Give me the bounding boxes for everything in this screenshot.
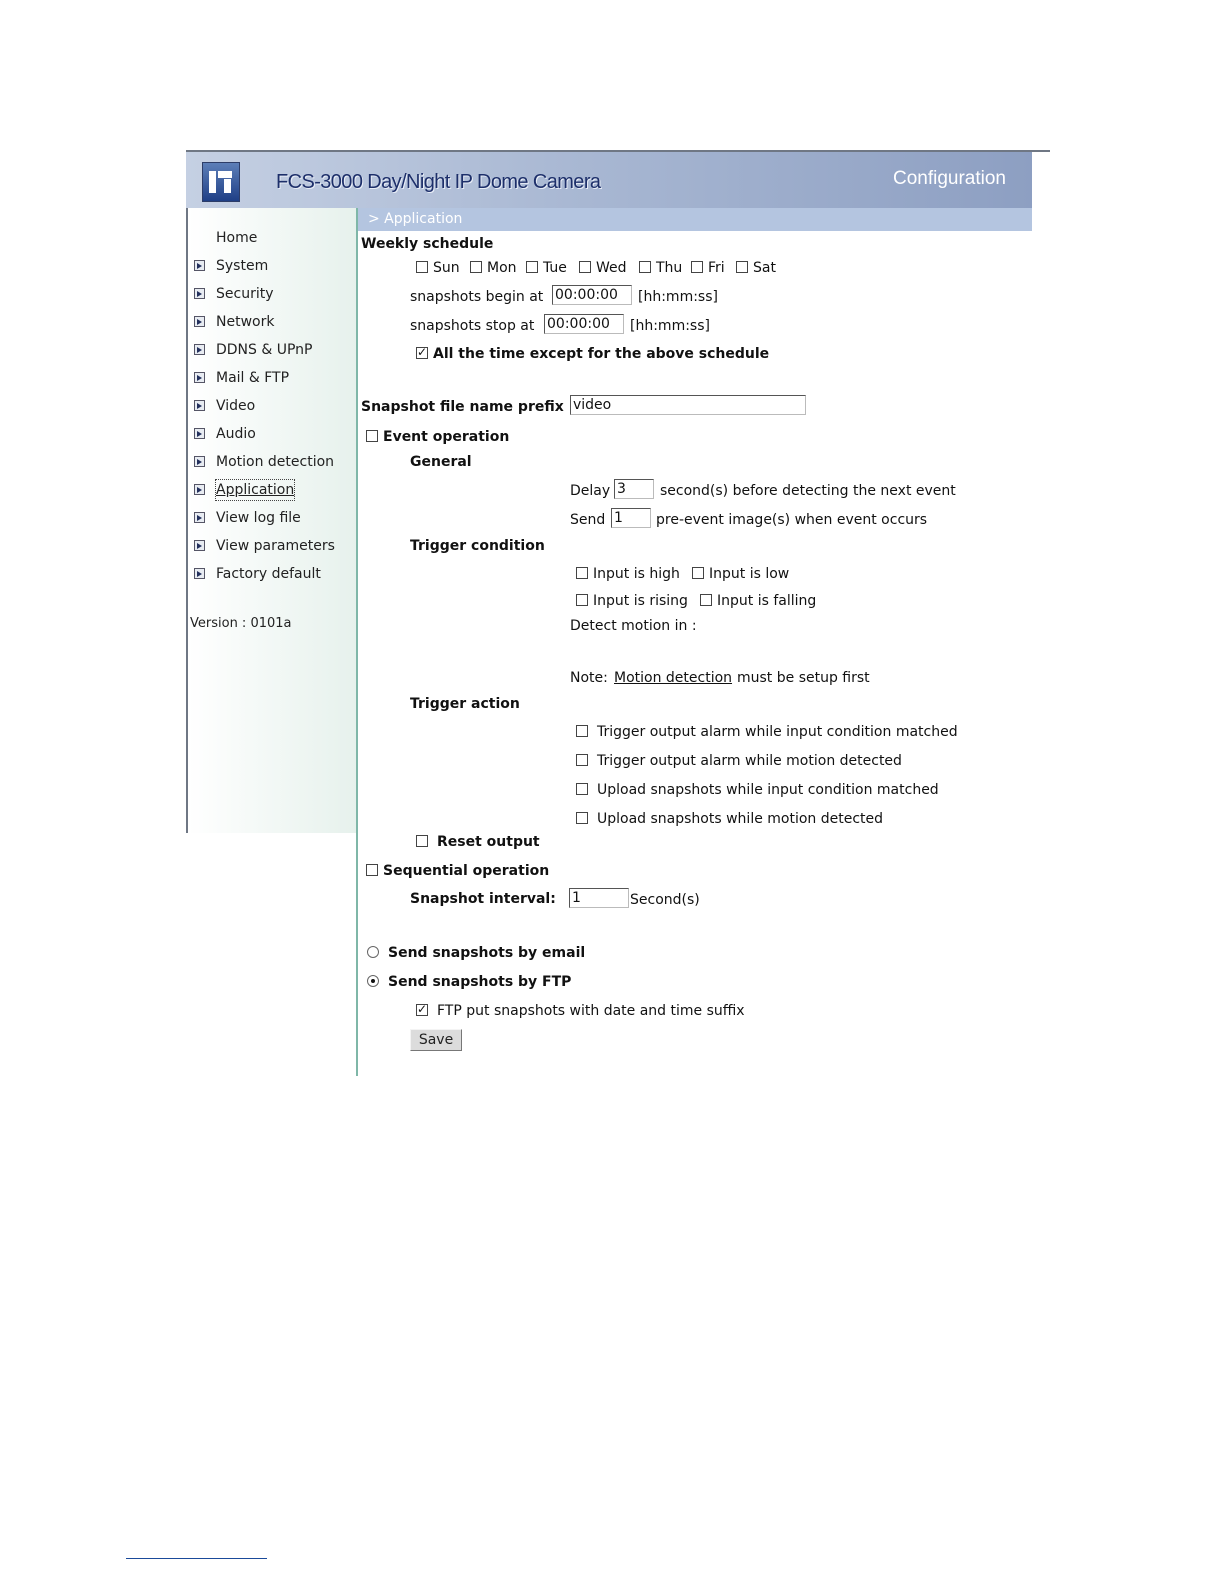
- general-heading: General: [410, 454, 472, 470]
- input-high-label: Input is high: [593, 566, 680, 582]
- day-checkbox-sun[interactable]: [416, 261, 428, 273]
- footnote-separator: [126, 1558, 267, 1559]
- arrow-right-icon: [194, 456, 205, 467]
- configuration-label: Configuration: [892, 168, 1006, 189]
- motion-detection-link[interactable]: Motion detection: [614, 670, 733, 686]
- snapshots-begin-label: snapshots begin at: [410, 289, 544, 305]
- sidebar-item-label: Motion detection: [216, 454, 335, 470]
- sidebar-item-label: View log file: [216, 510, 301, 526]
- sidebar-item-label: Audio: [216, 426, 256, 442]
- arrow-right-icon: [194, 316, 205, 327]
- sidebar-item-label: DDNS & UPnP: [216, 342, 313, 358]
- send-ftp-radio[interactable]: [367, 975, 379, 987]
- day-label-tue: Tue: [543, 260, 567, 276]
- arrow-right-icon: [194, 260, 205, 271]
- action-upload-motion-checkbox[interactable]: [576, 812, 588, 824]
- snapshot-interval-input[interactable]: [569, 888, 629, 908]
- sidebar-item-label: Application: [216, 482, 295, 498]
- delay-input[interactable]: [614, 479, 654, 499]
- sidebar-item-label: Video: [216, 398, 256, 414]
- weekly-schedule-title: Weekly schedule: [361, 236, 494, 252]
- day-checkbox-tue[interactable]: [526, 261, 538, 273]
- snapshots-stop-label: snapshots stop at: [410, 318, 535, 334]
- input-falling-label: Input is falling: [717, 593, 817, 609]
- arrow-right-icon: [194, 512, 205, 523]
- sidebar-item-label: Network: [216, 314, 275, 330]
- breadcrumb: [358, 208, 1032, 231]
- delay-suffix: second(s) before detecting the next event: [660, 483, 956, 499]
- sidebar-divider: [356, 208, 358, 1076]
- input-falling-checkbox[interactable]: [700, 594, 712, 606]
- input-high-checkbox[interactable]: [576, 567, 588, 579]
- day-label-sun: Sun: [433, 260, 460, 276]
- day-checkbox-mon[interactable]: [470, 261, 482, 273]
- snapshot-interval-unit: Second(s): [630, 892, 700, 908]
- sequential-operation-label: Sequential operation: [383, 863, 550, 879]
- action-alarm-input-label: Trigger output alarm while input condition matched: [597, 724, 958, 740]
- send-email-radio[interactable]: [367, 946, 379, 958]
- arrow-right-icon: [194, 568, 205, 579]
- header-border: [1032, 150, 1050, 152]
- snapshots-begin-unit: [hh:mm:ss]: [638, 289, 718, 305]
- action-alarm-input-checkbox[interactable]: [576, 725, 588, 737]
- day-label-sat: Sat: [753, 260, 776, 276]
- day-label-fri: Fri: [708, 260, 725, 276]
- note-prefix: Note:: [570, 670, 608, 686]
- event-operation-checkbox[interactable]: [366, 430, 378, 442]
- send-ftp-label: Send snapshots by FTP: [388, 974, 572, 990]
- arrow-right-icon: [194, 372, 205, 383]
- send-label: Send: [570, 512, 606, 528]
- arrow-right-icon: [194, 484, 205, 495]
- input-rising-label: Input is rising: [593, 593, 688, 609]
- event-operation-label: Event operation: [383, 429, 510, 445]
- day-checkbox-thu[interactable]: [639, 261, 651, 273]
- trigger-condition-heading: Trigger condition: [410, 538, 545, 554]
- sidebar-item-label: Mail & FTP: [216, 370, 290, 386]
- delay-label: Delay: [570, 483, 611, 499]
- arrow-right-icon: [194, 428, 205, 439]
- arrow-right-icon: [194, 288, 205, 299]
- sidebar-item-label: Home: [216, 230, 258, 246]
- ftp-suffix-label: FTP put snapshots with date and time suffix: [437, 1003, 745, 1019]
- day-label-wed: Wed: [596, 260, 627, 276]
- day-label-thu: Thu: [656, 260, 683, 276]
- breadcrumb-label: > Application: [368, 211, 463, 227]
- firmware-version: Version : 0101a: [190, 616, 292, 631]
- input-rising-checkbox[interactable]: [576, 594, 588, 606]
- snapshots-stop-unit: [hh:mm:ss]: [630, 318, 710, 334]
- sidebar-item-label: View parameters: [216, 538, 335, 554]
- snapshots-stop-input[interactable]: [544, 314, 624, 334]
- product-title: FCS-3000 Day/Night IP Dome Camera: [276, 171, 601, 193]
- all-time-checkbox[interactable]: [416, 347, 428, 359]
- input-low-label: Input is low: [709, 566, 790, 582]
- sidebar-item-label: System: [216, 258, 269, 274]
- save-button[interactable]: Save: [410, 1029, 462, 1051]
- action-upload-input-label: Upload snapshots while input condition matched: [597, 782, 939, 798]
- day-label-mon: Mon: [487, 260, 517, 276]
- sequential-operation-checkbox[interactable]: [366, 864, 378, 876]
- all-time-label: All the time except for the above schedule: [433, 346, 770, 362]
- reset-output-checkbox[interactable]: [416, 835, 428, 847]
- arrow-right-icon: [194, 540, 205, 551]
- send-suffix: pre-event image(s) when event occurs: [656, 512, 928, 528]
- send-email-label: Send snapshots by email: [388, 945, 586, 961]
- ftp-suffix-checkbox[interactable]: [416, 1004, 428, 1016]
- reset-output-label: Reset output: [437, 834, 540, 850]
- detect-motion-label: Detect motion in :: [570, 618, 697, 634]
- day-checkbox-fri[interactable]: [691, 261, 703, 273]
- prefix-label: Snapshot file name prefix: [361, 399, 564, 415]
- day-checkbox-sat[interactable]: [736, 261, 748, 273]
- snapshot-interval-label: Snapshot interval:: [410, 891, 556, 907]
- day-checkbox-wed[interactable]: [579, 261, 591, 273]
- page-header: [186, 150, 1032, 210]
- note-suffix: must be setup first: [737, 670, 870, 686]
- pre-event-input[interactable]: [611, 508, 651, 528]
- action-alarm-motion-label: Trigger output alarm while motion detected: [597, 753, 902, 769]
- action-upload-input-checkbox[interactable]: [576, 783, 588, 795]
- action-alarm-motion-checkbox[interactable]: [576, 754, 588, 766]
- prefix-input[interactable]: [570, 395, 806, 415]
- action-upload-motion-label: Upload snapshots while motion detected: [597, 811, 884, 827]
- sidebar: [186, 208, 358, 833]
- arrow-right-icon: [194, 344, 205, 355]
- arrow-right-icon: [194, 400, 205, 411]
- sidebar-item-label: Security: [216, 286, 274, 302]
- input-low-checkbox[interactable]: [692, 567, 704, 579]
- sidebar-item-label: Factory default: [216, 566, 321, 582]
- snapshots-begin-input[interactable]: [552, 285, 632, 305]
- levelone-logo-icon: [202, 162, 240, 202]
- trigger-action-heading: Trigger action: [410, 696, 520, 712]
